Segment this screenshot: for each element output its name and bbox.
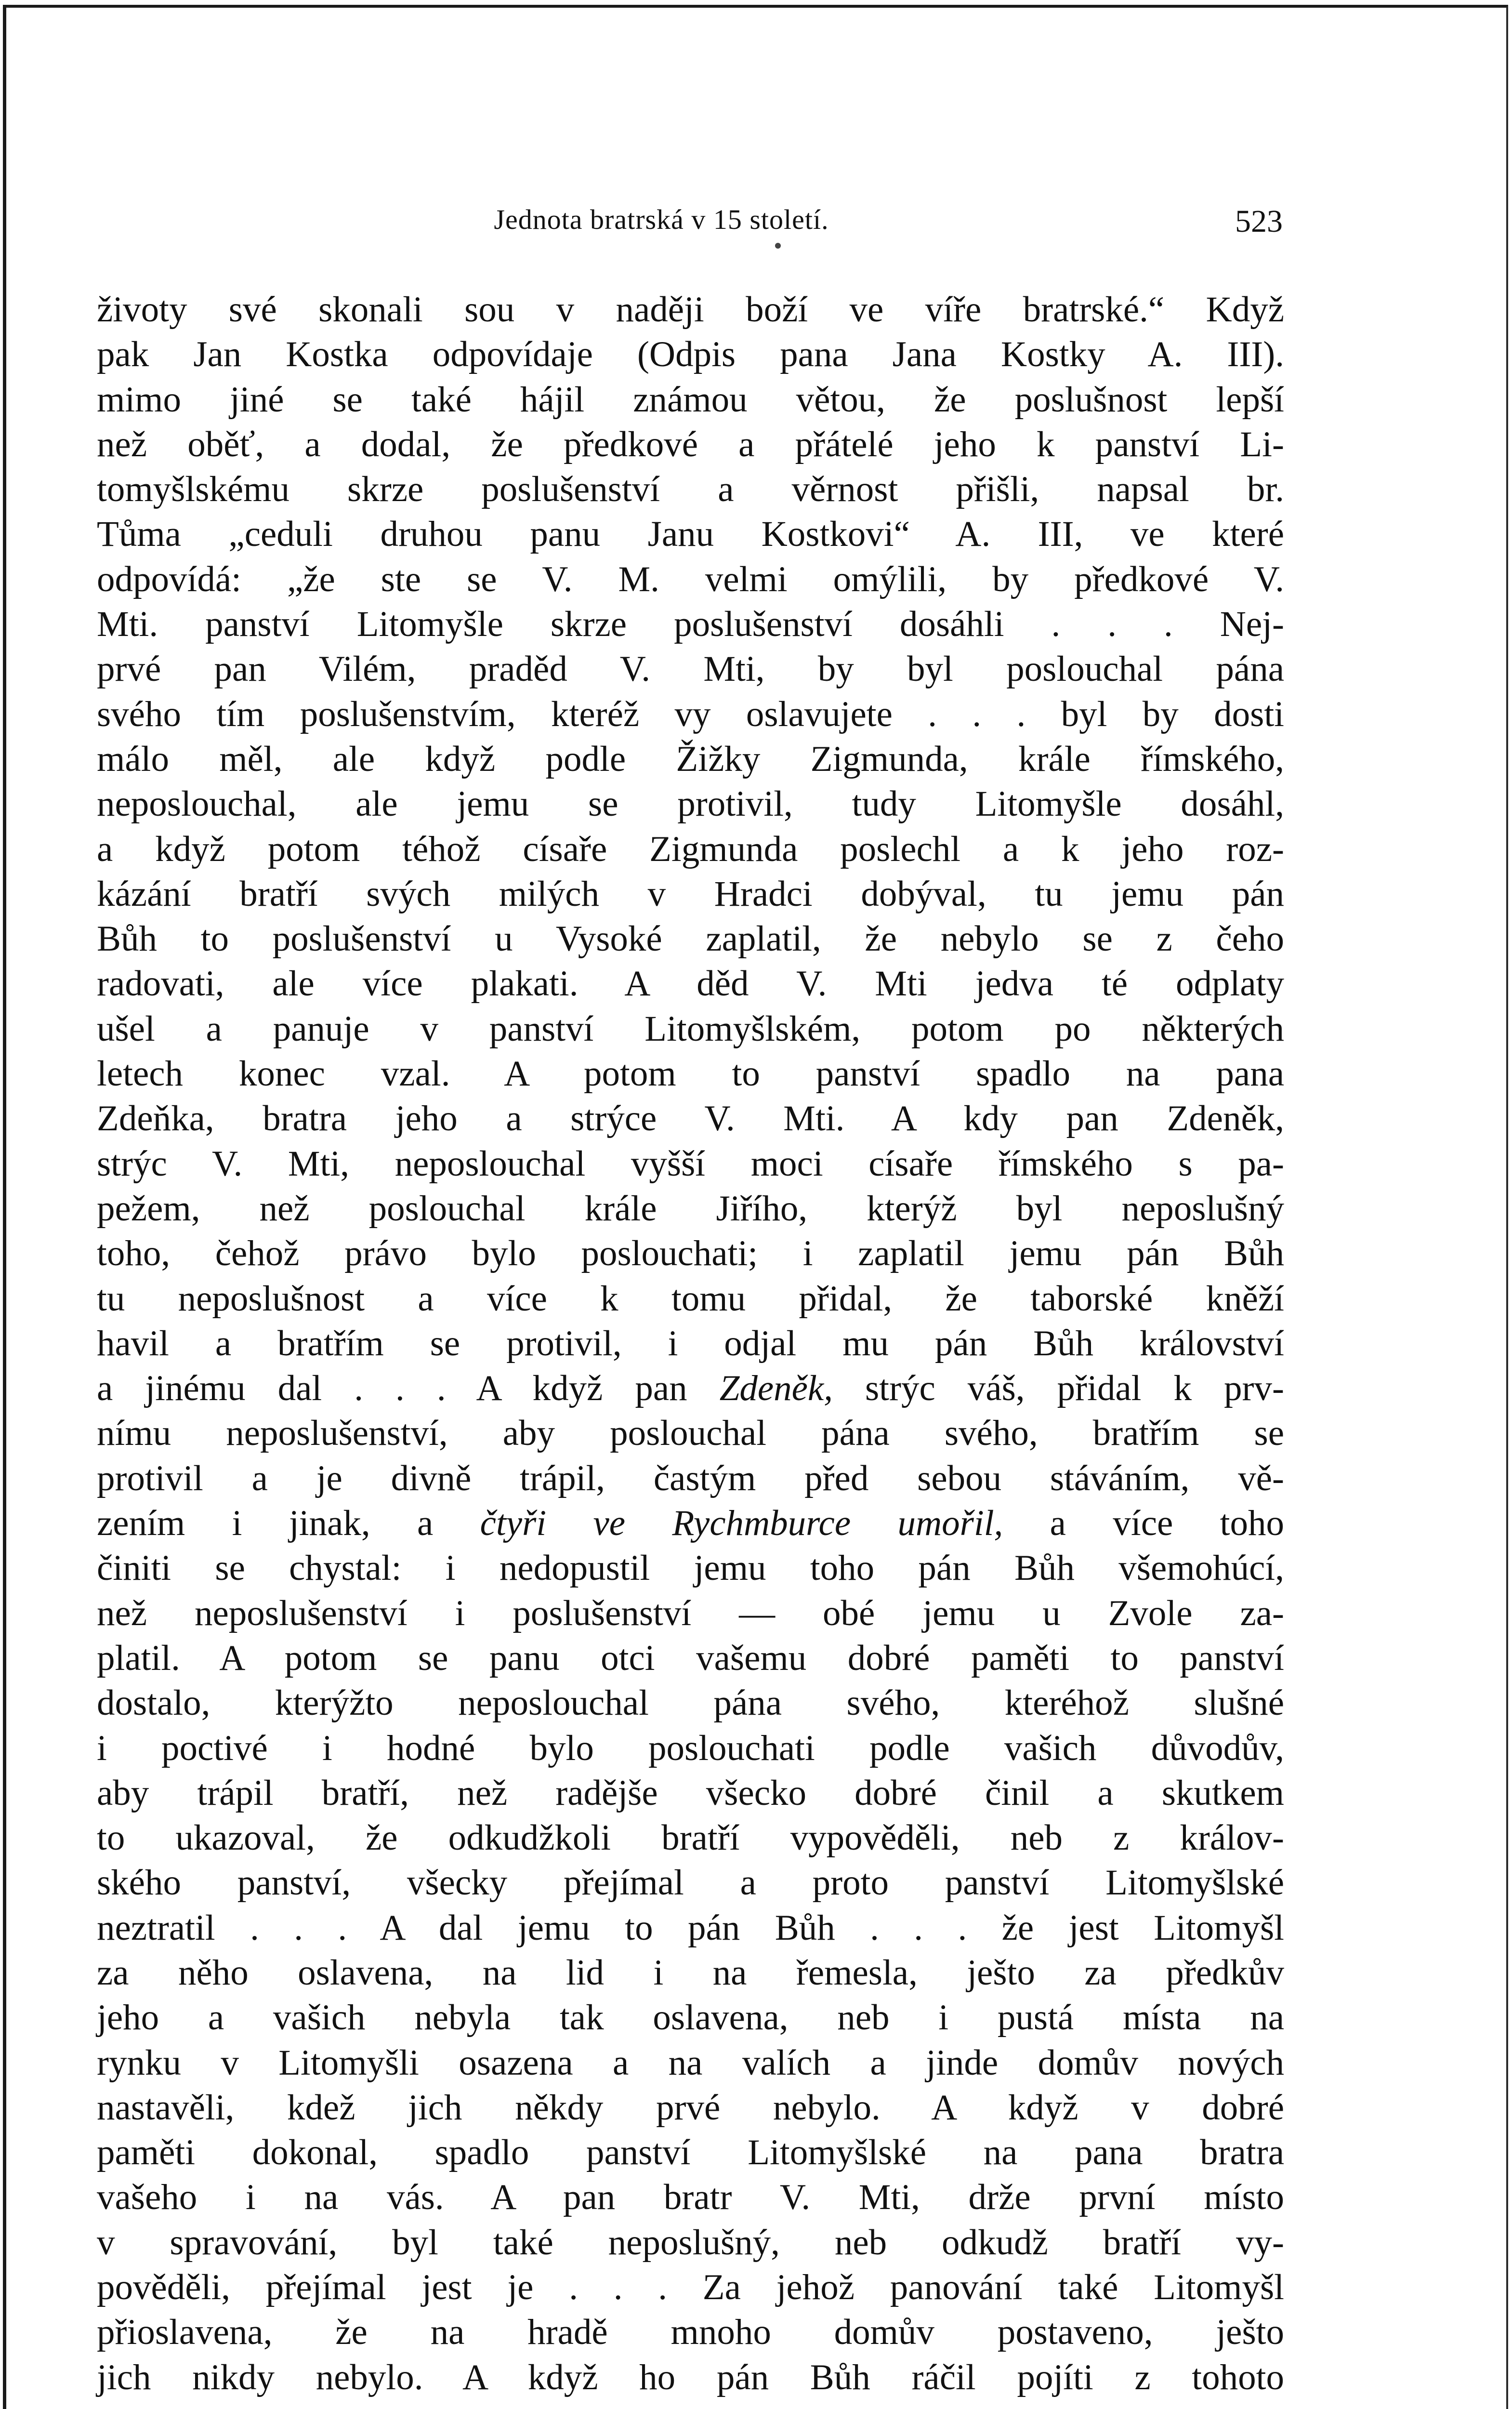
text-line: činiti se chystal: i nedopustil jemu toho pán Bůh všemohúcí, <box>97 1548 1284 1588</box>
page-header <box>98 203 1283 256</box>
text-line: a jinému dal . . . A když pan Zdeněk, strýc váš, přidal k prv- <box>97 1368 1284 1409</box>
text-line: dostalo, kterýžto neposlouchal pána svého, kteréhož slušné <box>97 1683 1284 1723</box>
text-line: zením i jinak, a čtyři ve Rychmburce umořil, a více toho <box>97 1503 1284 1544</box>
text-line: prvé pan Vilém, praděd V. Mti, by byl poslouchal pána <box>97 649 1284 689</box>
text-line: radovati, ale více plakati. A děd V. Mti jedva té odplaty <box>97 964 1284 1004</box>
text-line: ského panství, všecky přejímal a proto panství Litomyšlské <box>97 1863 1284 1903</box>
text-line: tu neposlušnost a více k tomu přidal, že taborské kněží <box>97 1278 1284 1319</box>
italic-phrase: Zdeněk, <box>719 1368 833 1409</box>
text-line: paměti dokonal, spadlo panství Litomyšlské na pana bratra <box>97 2132 1284 2173</box>
text-line: letech konec vzal. A potom to panství spadlo na pana <box>97 1054 1284 1094</box>
text-line: pežem, než poslouchal krále Jiřího, kterýž byl neposlušný <box>97 1188 1284 1229</box>
text-line: neztratil . . . A dal jemu to pán Bůh . . . že jest Litomyšl <box>97 1907 1284 1948</box>
text-line: přioslavena, že na hradě mnoho domův postaveno, ješto <box>97 2312 1284 2353</box>
text-line: málo měl, ale když podle Žižky Zigmunda, krále římského, <box>97 739 1284 779</box>
text-line: jich nikdy nebylo. A když ho pán Bůh ráčil pojíti z tohoto <box>97 2357 1284 2397</box>
text-line: nastavěli, kdež jich někdy prvé nebylo. A když v dobré <box>97 2087 1284 2128</box>
text-line: i poctivé i hodné bylo poslouchati podle vašich důvodův, <box>97 1728 1284 1768</box>
text-line: než neposlušenství i poslušenství — obé jemu u Zvole za- <box>97 1593 1284 1633</box>
text-line: a když potom téhož císaře Zigmunda poslechl a k jeho roz- <box>97 829 1284 869</box>
text-line: to ukazoval, že odkudžkoli bratří vypověděli, neb z králov- <box>97 1818 1284 1858</box>
text-line: životy své skonali sou v naději boží ve víře bratrské.“ Když <box>97 290 1284 330</box>
running-head: Jednota bratrská v 15 století. <box>494 204 829 235</box>
text-line: aby trápil bratří, než radějše všecko dobré činil a skutkem <box>97 1773 1284 1813</box>
text-line: havil a bratřím se protivil, i odjal mu pán Bůh království <box>97 1323 1284 1363</box>
text-line: Mti. panství Litomyšle skrze poslušenství dosáhli . . . Nej- <box>97 604 1284 645</box>
print-speck <box>775 243 781 249</box>
text-line: za něho oslavena, na lid i na řemesla, ješto za předkův <box>97 1952 1284 1993</box>
text-line: jeho a vašich nebyla tak oslavena, neb i pustá místa na <box>97 1998 1284 2038</box>
text-line: Bůh to poslušenství u Vysoké zaplatil, že nebylo se z čeho <box>97 919 1284 959</box>
text-line: toho, čehož právo bylo poslouchati; i zaplatil jemu pán Bůh <box>97 1233 1284 1274</box>
text-line: nímu neposlušenství, aby poslouchal pána svého, bratřím se <box>97 1413 1284 1454</box>
text-line: v spravování, byl také neposlušný, neb odkudž bratří vy- <box>97 2222 1284 2263</box>
text-line: strýc V. Mti, neposlouchal vyšší moci císaře římského s pa- <box>97 1143 1284 1184</box>
book-page <box>3 5 1508 2409</box>
text-line: svého tím poslušenstvím, kteréž vy oslavujete . . . byl by dosti <box>97 694 1284 734</box>
body-text <box>97 287 1284 2400</box>
text-line: neposlouchal, ale jemu se protivil, tudy Litomyšle dosáhl, <box>97 784 1284 824</box>
italic-phrase: čtyři ve Rychmburce umořil, <box>480 1503 1003 1544</box>
text-line: Zdeňka, bratra jeho a strýce V. Mti. A kdy pan Zdeněk, <box>97 1099 1284 1139</box>
text-line: mimo jiné se také hájil známou větou, že poslušnost lepší <box>97 379 1284 420</box>
text-line: Tůma „ceduli druhou panu Janu Kostkovi“ A. III, ve které <box>97 514 1284 555</box>
text-line: odpovídá: „že ste se V. M. velmi omýlili, by předkové V. <box>97 559 1284 599</box>
text-line: pověděli, přejímal jest je . . . Za jehož panování také Litomyšl <box>97 2267 1284 2308</box>
text-line: rynku v Litomyšli osazena a na valích a jinde domův nových <box>97 2042 1284 2083</box>
text-line: vašeho i na vás. A pan bratr V. Mti, drže první místo <box>97 2177 1284 2218</box>
text-line: ušel a panuje v panství Litomyšlském, potom po některých <box>97 1008 1284 1049</box>
text-line: pak Jan Kostka odpovídaje (Odpis pana Jana Kostky A. III). <box>97 334 1284 375</box>
page-number: 523 <box>1235 204 1283 239</box>
text-line: kázání bratří svých milých v Hradci dobýval, tu jemu pán <box>97 874 1284 914</box>
text-line: protivil a je divně trápil, častým před sebou stáváním, vě- <box>97 1458 1284 1498</box>
text-line: než oběť, a dodal, že předkové a přátelé jeho k panství Li- <box>97 424 1284 464</box>
text-line: tomyšlskému skrze poslušenství a věrnost přišli, napsal br. <box>97 469 1284 510</box>
text-line: platil. A potom se panu otci vašemu dobré paměti to panství <box>97 1638 1284 1678</box>
